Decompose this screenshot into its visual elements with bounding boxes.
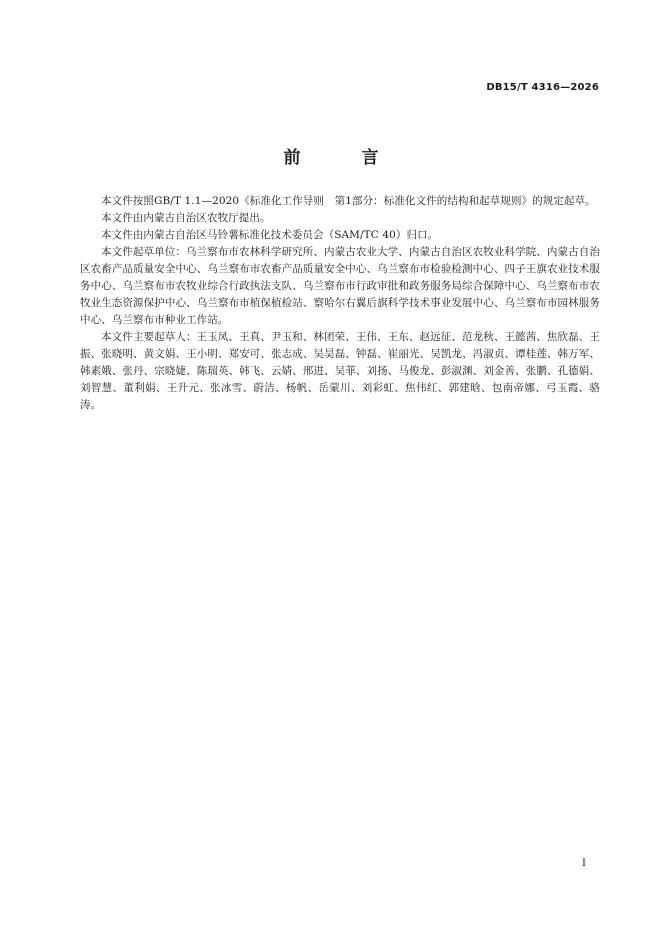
paragraph-proposer: 本文件由内蒙古自治区农牧厅提出。 bbox=[101, 212, 271, 224]
paragraph-main-drafters: 本文件主要起草人：王玉凤、王真、尹玉和、林团荣、王伟、王东、赵远征、范龙秋、王懿茜、焦欣磊、王振、张晓明、黄文娟、王小明、郑安可、张志成、吴昊磊、钟磊、崔丽光、吴凯龙、冯淑贞、谭桂莲、韩万军、韩素娥、张丹、宗晓婕、陈瑞英、韩飞、云婧、邢进、吴菲、刘扬、马俊龙、彭淑渊、刘金善、张鹏、孔德娟、刘智慧、董利娟、王升元、张冰雪、蔚洁、杨帆、岳蒙川、刘彩虹、焦伟红、郭建晗、包南帝娜、弓玉霞、骆涛。 bbox=[80, 331, 600, 411]
document-code: DB15/T 4316—2026 bbox=[486, 82, 599, 93]
paragraph-drafting-units: 本文件起草单位：乌兰察布市农林科学研究所、内蒙古农业大学、内蒙古自治区农牧业科学院、内蒙古自治区农畜产品质量安全中心、乌兰察布市农畜产品质量安全中心、乌兰察布市检验检测中心、四子王旗农业技术服务中心、乌兰察布市农牧业综合行政执法支队、乌兰察布市行政审批和政务服务局综合保障中心、乌兰察布市农牧业生态资源保护中心、乌兰察布市植保植检站、察哈尔右翼后旗科学技术事业发展中心、乌兰察布市园林服务中心、乌兰察布市种业工作站。 bbox=[80, 246, 600, 326]
page-title: 前 言 bbox=[283, 148, 401, 168]
page-number: I bbox=[582, 858, 586, 869]
paragraph-centralized-by: 本文件由内蒙古自治区马铃薯标准化技术委员会（SAM/TC 40）归口。 bbox=[101, 229, 439, 241]
foreword-body bbox=[80, 193, 600, 414]
paragraph-drafting-rules: 本文件按照GB/T 1.1—2020《标准化工作导则 第1部分：标准化文件的结构和起草规则》的规定起草。 bbox=[101, 195, 596, 207]
